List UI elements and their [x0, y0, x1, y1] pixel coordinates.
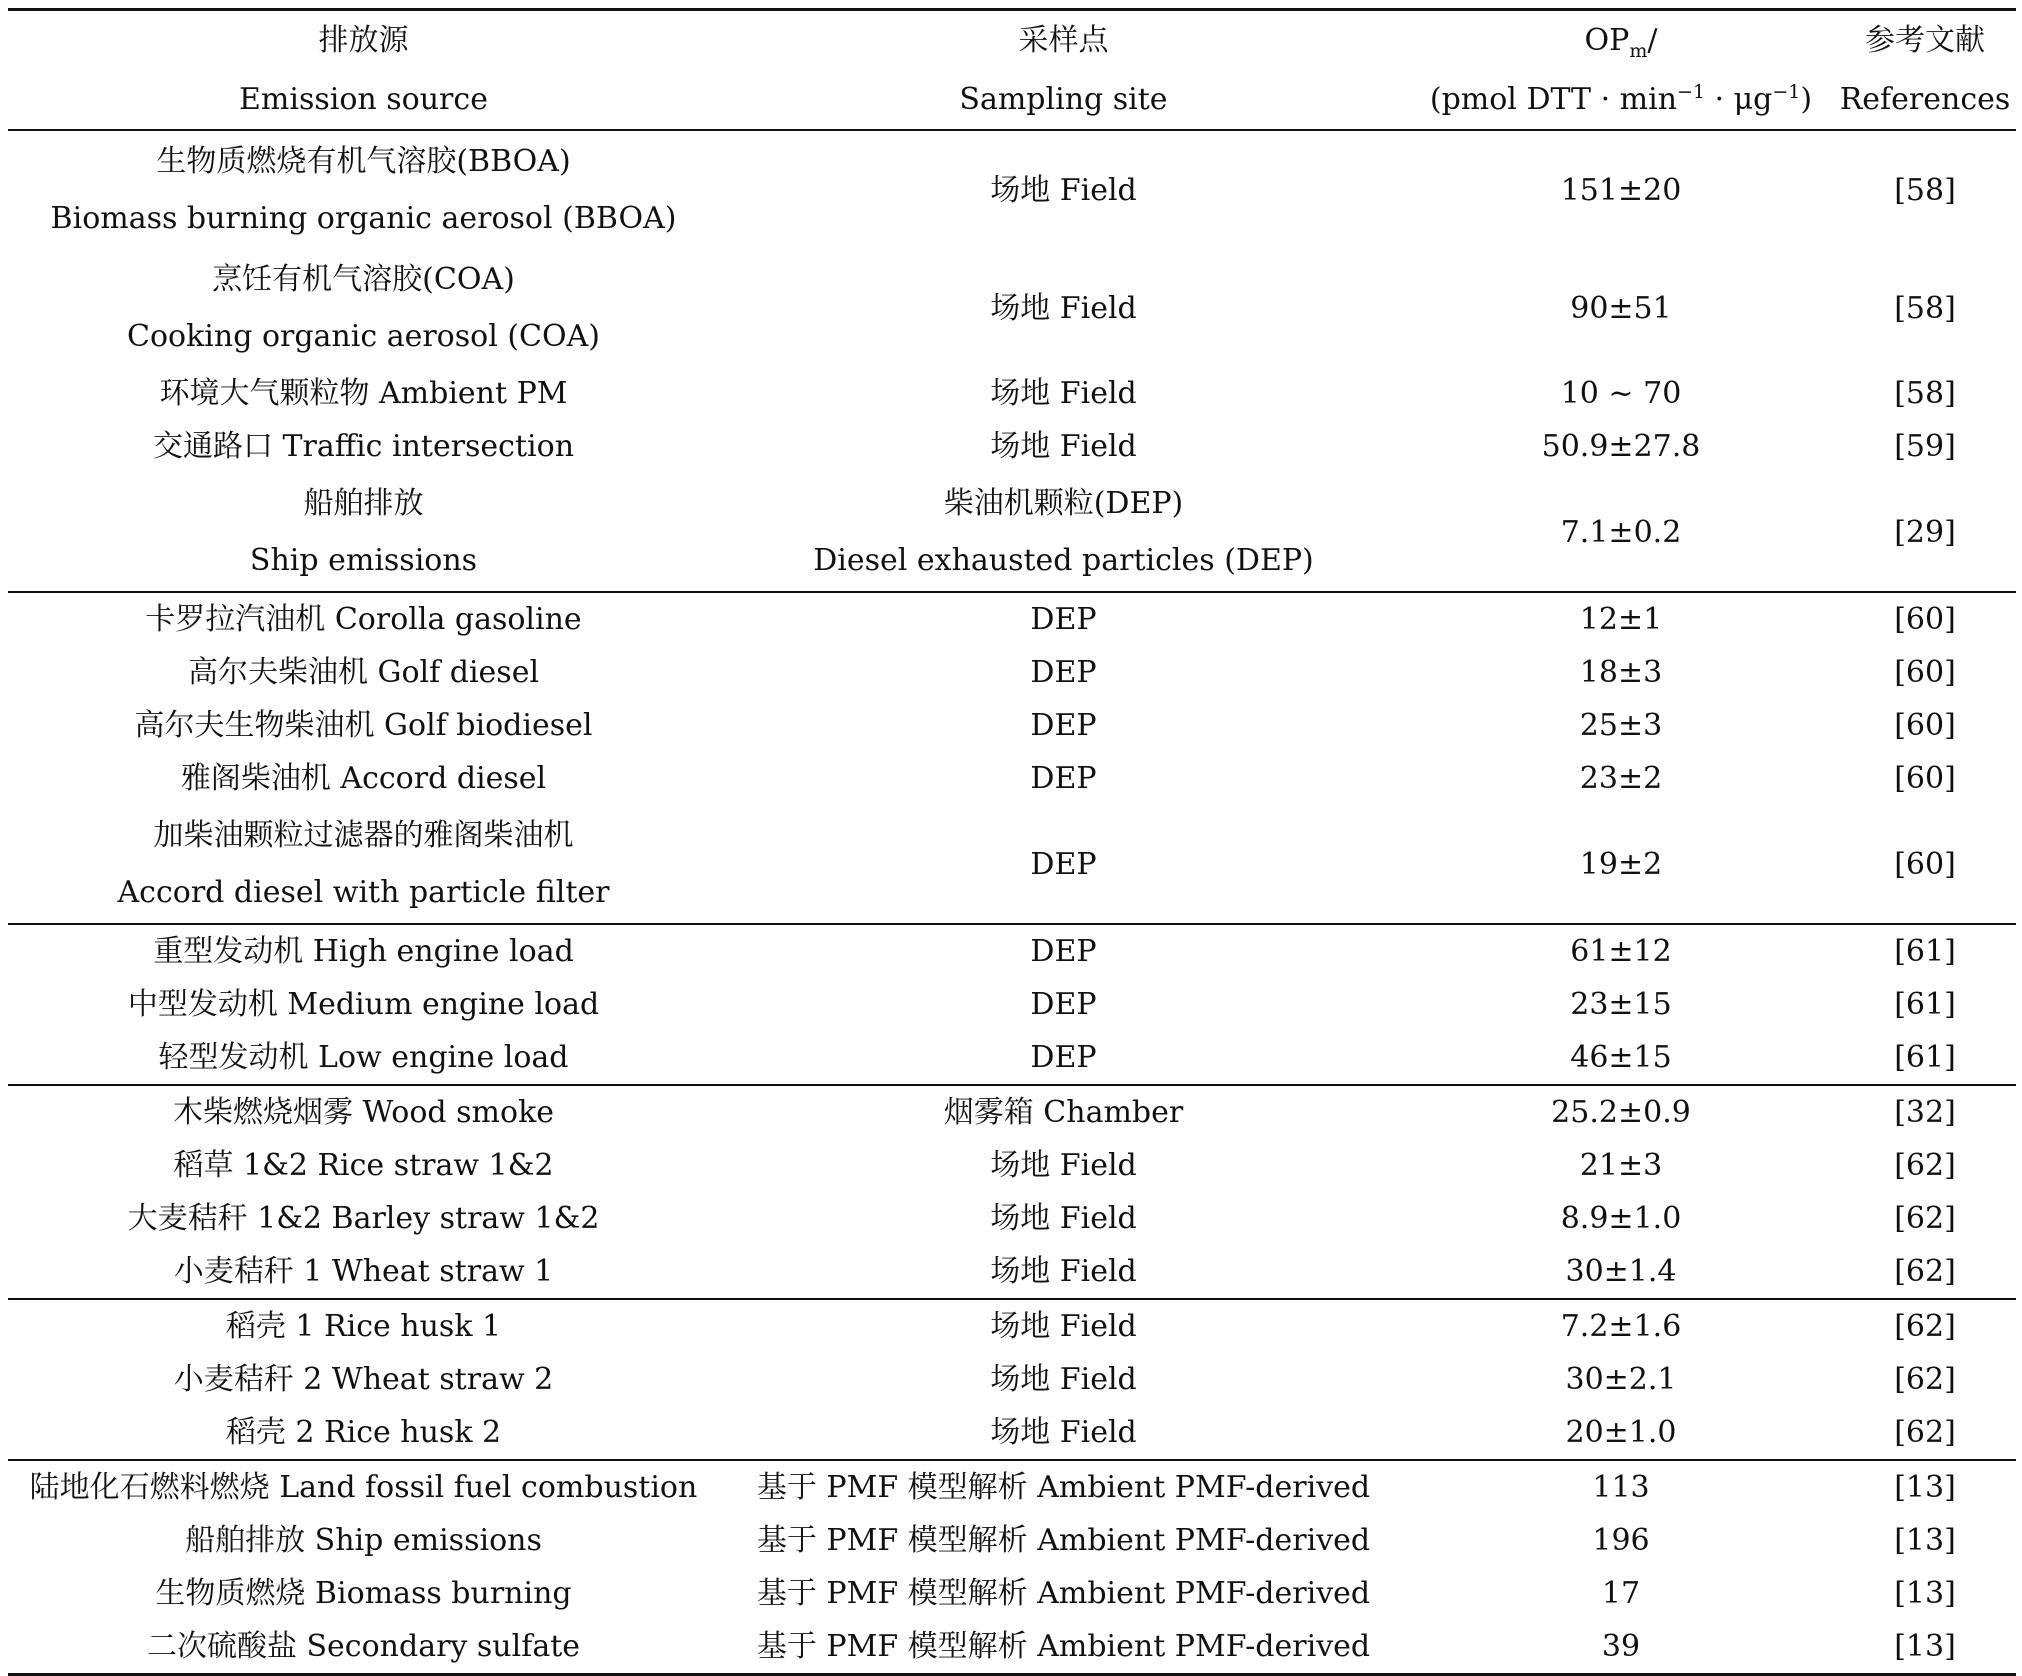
cell-ref: [62]	[1894, 1148, 1956, 1183]
header-op-main: OP	[1584, 23, 1630, 58]
cell-op: 8.9±1.0	[1560, 1201, 1682, 1236]
table-row	[8, 420, 2016, 473]
cell-source	[8, 1031, 719, 1085]
cell-site	[719, 592, 1408, 646]
cell-site	[719, 420, 1408, 473]
cell-source	[8, 1245, 719, 1299]
cell-source-line: 雅阁柴油机 Accord diesel	[180, 761, 547, 796]
cell-source	[8, 1299, 719, 1353]
cell-source-line: 大麦秸秆 1&2 Barley straw 1&2	[127, 1201, 600, 1236]
cell-source-line: 轻型发动机 Low engine load	[158, 1040, 569, 1075]
cell-source	[8, 752, 719, 805]
cell-site-line: 基于 PMF 模型解析 Ambient PMF-derived	[756, 1629, 1371, 1664]
cell-source-line: Biomass burning organic aerosol (BBOA)	[50, 201, 677, 236]
cell-op: 19±2	[1579, 846, 1663, 882]
cell-source-line: 烹饪有机气溶胶(COA)	[212, 262, 515, 297]
cell-op: 30±2.1	[1565, 1362, 1677, 1397]
cell-site	[719, 1567, 1408, 1620]
cell-site	[719, 1460, 1408, 1514]
cell-ref: [61]	[1894, 1040, 1956, 1075]
table-row	[8, 699, 2016, 752]
cell-op: 151±20	[1560, 172, 1682, 208]
cell-ref: [59]	[1894, 429, 1956, 464]
cell-op: 7.1±0.2	[1560, 514, 1682, 550]
cell-source-line: 船舶排放	[303, 486, 424, 521]
cell-source	[8, 1085, 719, 1139]
cell-ref: [29]	[1894, 514, 1956, 550]
cell-source	[8, 1192, 719, 1245]
cell-source	[8, 978, 719, 1031]
cell-source-line: 二次硫酸盐 Secondary sulfate	[146, 1629, 581, 1664]
cell-source	[8, 805, 719, 924]
table-row	[8, 1567, 2016, 1620]
cell-source	[8, 130, 719, 249]
table-row	[8, 249, 2016, 367]
cell-source-line: 交通路口 Traffic intersection	[152, 429, 575, 464]
cell-source	[8, 1460, 719, 1514]
cell-source-line: 高尔夫柴油机 Golf diesel	[187, 655, 540, 690]
cell-site	[719, 130, 1408, 249]
cell-source	[8, 924, 719, 978]
op-table	[8, 8, 2016, 1676]
cell-site-line: 基于 PMF 模型解析 Ambient PMF-derived	[756, 1576, 1371, 1611]
cell-source	[8, 1353, 719, 1406]
header-site-en: Sampling site	[719, 70, 1408, 130]
table-header	[8, 10, 2016, 131]
table-row	[8, 978, 2016, 1031]
header-source-zh: 排放源	[8, 10, 719, 71]
header-site-zh: 采样点	[719, 10, 1408, 71]
cell-site	[719, 249, 1408, 367]
cell-source-line: 生物质燃烧有机气溶胶(BBOA)	[156, 144, 571, 179]
cell-source-line: Ship emissions	[249, 543, 478, 578]
cell-site	[719, 1406, 1408, 1460]
cell-source-line: 卡罗拉汽油机 Corolla gasoline	[145, 602, 582, 637]
table-row	[8, 1406, 2016, 1460]
cell-site-line: 场地 Field	[990, 1201, 1137, 1236]
cell-site	[719, 752, 1408, 805]
cell-source	[8, 1139, 719, 1192]
unit-part: (pmol DTT · min	[1429, 82, 1678, 117]
table-row	[8, 130, 2016, 249]
cell-site-line: 场地 Field	[990, 290, 1137, 326]
table-row	[8, 1353, 2016, 1406]
cell-source	[8, 367, 719, 420]
cell-source-line: 稻壳 2 Rice husk 2	[225, 1415, 502, 1450]
cell-op: 21±3	[1579, 1148, 1663, 1183]
cell-source-line: 高尔夫生物柴油机 Golf biodiesel	[134, 708, 593, 743]
cell-site-line: 烟雾箱 Chamber	[943, 1095, 1184, 1130]
cell-site	[719, 1620, 1408, 1675]
cell-op: 39	[1408, 1620, 1834, 1675]
header-op-unit	[1408, 70, 1834, 130]
unit-exp: −1	[1772, 81, 1801, 103]
cell-ref: [58]	[1894, 376, 1956, 411]
cell-ref: [32]	[1834, 1085, 2016, 1139]
cell-op: 7.2±1.6	[1408, 1299, 1834, 1353]
table-row	[8, 924, 2016, 978]
cell-ref: [60]	[1894, 655, 1956, 690]
header-op-slash: /	[1647, 23, 1658, 58]
cell-op: 30±1.4	[1565, 1254, 1677, 1289]
cell-op: 12±1	[1408, 592, 1834, 646]
table-row	[8, 752, 2016, 805]
cell-op: 23±15	[1570, 987, 1672, 1022]
table-row	[8, 1514, 2016, 1567]
cell-ref: [62]	[1894, 1362, 1956, 1397]
cell-site	[719, 1192, 1408, 1245]
cell-site	[719, 699, 1408, 752]
unit-exp: −1	[1677, 81, 1706, 103]
cell-site-line: 场地 Field	[990, 1309, 1137, 1344]
cell-op: 46±15	[1570, 1040, 1672, 1075]
unit-part: · μg	[1705, 82, 1773, 117]
cell-site-line: DEP	[1030, 846, 1097, 882]
table-row	[8, 1299, 2016, 1353]
header-op-title	[1408, 10, 1834, 71]
op-table-container	[8, 8, 2016, 1676]
cell-op: 18±3	[1579, 655, 1663, 690]
cell-site	[719, 1085, 1408, 1139]
cell-op: 23±2	[1579, 761, 1663, 796]
cell-source	[8, 249, 719, 367]
cell-site-line: 场地 Field	[990, 1415, 1137, 1450]
cell-op: 50.9±27.8	[1541, 429, 1701, 464]
cell-ref: [58]	[1894, 290, 1956, 326]
table-row	[8, 805, 2016, 924]
table-row	[8, 1031, 2016, 1085]
cell-site	[719, 646, 1408, 699]
table-row	[8, 1460, 2016, 1514]
cell-op: 90±51	[1570, 290, 1672, 326]
cell-source-line: 重型发动机 High engine load	[153, 934, 574, 969]
table-row	[8, 1139, 2016, 1192]
table-body	[8, 130, 2016, 1675]
cell-site	[719, 1031, 1408, 1085]
table-row	[8, 1192, 2016, 1245]
cell-ref: [61]	[1834, 924, 2016, 978]
cell-source-line: 稻草 1&2 Rice straw 1&2	[173, 1148, 554, 1183]
cell-ref: [62]	[1894, 1415, 1956, 1450]
cell-ref: [60]	[1894, 708, 1956, 743]
cell-source-line: 小麦秸秆 1 Wheat straw 1	[173, 1254, 554, 1289]
cell-site	[719, 805, 1408, 924]
cell-source-line: 加柴油颗粒过滤器的雅阁柴油机	[153, 818, 574, 853]
table-row	[8, 367, 2016, 420]
cell-site-line: DEP	[1030, 708, 1097, 743]
cell-site-line: 场地 Field	[990, 172, 1137, 208]
cell-source-line: 中型发动机 Medium engine load	[127, 987, 600, 1022]
cell-op: 25.2±0.9	[1408, 1085, 1834, 1139]
cell-site-line: DEP	[1030, 761, 1097, 796]
cell-source-line: 生物质燃烧 Biomass burning	[155, 1576, 572, 1611]
cell-site-line: DEP	[1030, 934, 1097, 969]
cell-site-line: 基于 PMF 模型解析 Ambient PMF-derived	[756, 1523, 1371, 1558]
cell-site-line: DEP	[1030, 987, 1097, 1022]
cell-site-line: 场地 Field	[990, 1362, 1137, 1397]
cell-op: 196	[1592, 1523, 1650, 1558]
cell-site-line: 基于 PMF 模型解析 Ambient PMF-derived	[756, 1470, 1371, 1505]
cell-site-line: Diesel exhausted particles (DEP)	[813, 543, 1314, 578]
cell-site-line: 场地 Field	[990, 376, 1137, 411]
cell-site	[719, 367, 1408, 420]
cell-site-line: DEP	[1030, 655, 1097, 690]
header-op-sub: m	[1629, 40, 1648, 62]
cell-source-line: 木柴燃烧烟雾 Wood smoke	[172, 1095, 555, 1130]
cell-ref: [62]	[1834, 1299, 2016, 1353]
cell-source-line: 船舶排放 Ship emissions	[185, 1523, 542, 1558]
cell-source	[8, 473, 719, 592]
cell-source	[8, 592, 719, 646]
table-row	[8, 646, 2016, 699]
cell-source	[8, 1620, 719, 1675]
unit-part: )	[1800, 82, 1813, 117]
cell-source	[8, 699, 719, 752]
cell-site-line: DEP	[1030, 1040, 1097, 1075]
table-row	[8, 473, 2016, 592]
cell-ref: [60]	[1894, 846, 1956, 882]
cell-source	[8, 420, 719, 473]
cell-site-line: 柴油机颗粒(DEP)	[943, 486, 1184, 521]
cell-source-line: 陆地化石燃料燃烧 Land fossil fuel combustion	[29, 1470, 698, 1505]
header-source-en: Emission source	[8, 70, 719, 130]
cell-site-line: DEP	[1030, 602, 1097, 637]
cell-op: 25±3	[1579, 708, 1663, 743]
cell-op: 61±12	[1408, 924, 1834, 978]
cell-ref: [60]	[1834, 592, 2016, 646]
table-row	[8, 1620, 2016, 1675]
cell-site-line: 场地 Field	[990, 1254, 1137, 1289]
header-ref-zh: 参考文献	[1834, 10, 2016, 71]
cell-source	[8, 646, 719, 699]
cell-source-line: 稻壳 1 Rice husk 1	[225, 1309, 502, 1344]
cell-ref: [58]	[1894, 172, 1956, 208]
cell-op: 17	[1601, 1576, 1641, 1611]
cell-ref: [13]	[1894, 1523, 1956, 1558]
cell-ref: [61]	[1894, 987, 1956, 1022]
cell-source-line: Accord diesel with particle filter	[117, 875, 610, 910]
cell-site	[719, 1299, 1408, 1353]
table-row	[8, 592, 2016, 646]
cell-site-line: 场地 Field	[990, 429, 1137, 464]
header-ref-en: References	[1834, 70, 2016, 130]
cell-source	[8, 1406, 719, 1460]
cell-source-line: Cooking organic aerosol (COA)	[127, 319, 600, 354]
cell-site	[719, 1353, 1408, 1406]
cell-source	[8, 1567, 719, 1620]
cell-site-line: 场地 Field	[990, 1148, 1137, 1183]
cell-source-line: 环境大气颗粒物 Ambient PM	[159, 376, 568, 411]
cell-op: 20±1.0	[1565, 1415, 1677, 1450]
cell-ref: [13]	[1894, 1576, 1956, 1611]
cell-site	[719, 473, 1408, 592]
table-row	[8, 1245, 2016, 1299]
cell-source-line: 小麦秸秆 2 Wheat straw 2	[173, 1362, 554, 1397]
cell-ref: [60]	[1894, 761, 1956, 796]
cell-site	[719, 1139, 1408, 1192]
cell-ref: [13]	[1834, 1460, 2016, 1514]
cell-site	[719, 1514, 1408, 1567]
cell-ref: [62]	[1894, 1254, 1956, 1289]
table-row	[8, 1085, 2016, 1139]
cell-ref: [13]	[1834, 1620, 2016, 1675]
cell-source	[8, 1514, 719, 1567]
cell-site	[719, 1245, 1408, 1299]
cell-site	[719, 978, 1408, 1031]
cell-ref: [62]	[1894, 1201, 1956, 1236]
cell-op: 113	[1408, 1460, 1834, 1514]
cell-op: 10 ~ 70	[1560, 376, 1682, 411]
cell-site	[719, 924, 1408, 978]
